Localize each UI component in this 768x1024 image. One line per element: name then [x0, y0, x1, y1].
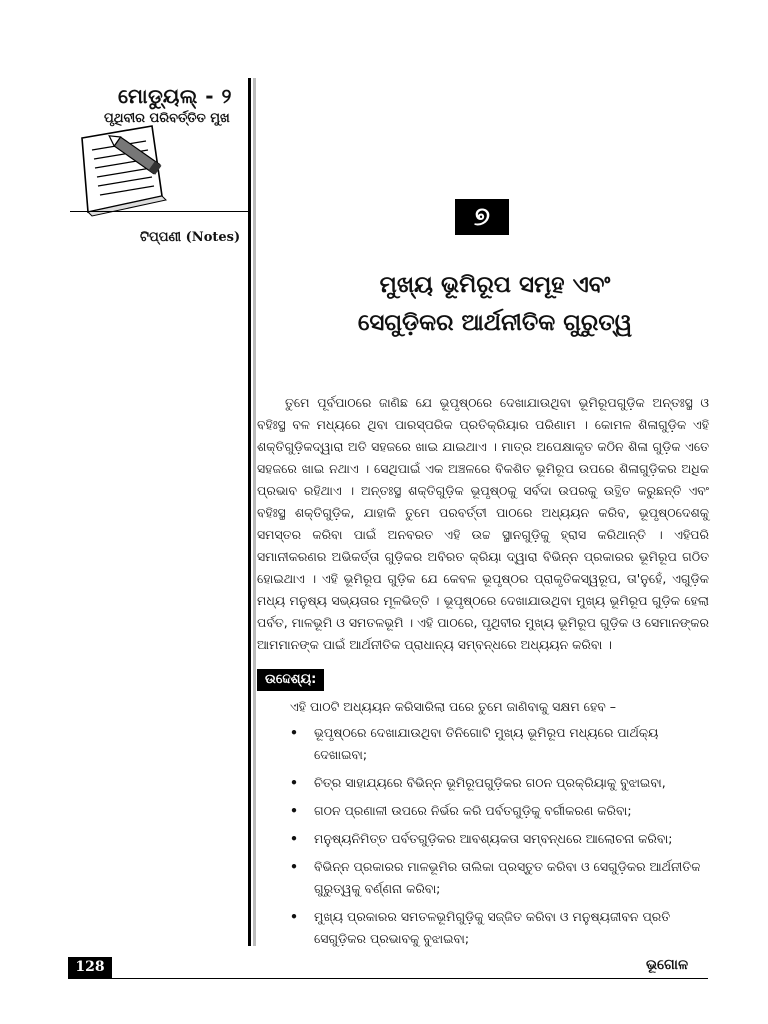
page-number: 128 [68, 957, 112, 978]
chapter-title [280, 266, 710, 342]
bullet-icon: • [290, 859, 298, 874]
objective-item [290, 906, 710, 950]
objective-text: ଭୂପୃଷ୍ଠରେ ଦେଖାଯାଉଥିବା ତିନିଗୋଟି ମୁଖ୍ୟ ଭୂମିରୂପ ମଧ୍ୟରେ ପାର୍ଥକ୍ୟ ଦେଖାଇବା; [314, 725, 659, 762]
bullet-icon: • [290, 725, 298, 740]
objective-item [290, 772, 710, 794]
bullet-icon: • [290, 775, 298, 790]
notes-label-english: (Notes) [185, 230, 241, 245]
notes-margin [0, 0, 248, 950]
objective-item [290, 800, 710, 822]
module-title: ମୋଡ୍ୟୁଲ୍ - ୨ [118, 84, 232, 108]
objective-text: ମୁଖ୍ୟ ପ୍ରକାରର ସମତଳଭୂମିଗୁଡ଼ିକୁ ସଜ୍ଜିତ କରିବା ଓ ମନୁଷ୍ୟଜୀବନ ପ୍ରତି ସେଗୁଡ଼ିକର ପ୍ରଭାବକୁ ବୁଝାଇବା; [314, 909, 671, 946]
intro-paragraph: ତୁମେ ପୂର୍ବପାଠରେ ଜାଣିଛ ଯେ ଭୂପୃଷ୍ଠରେ ଦେଖାଯାଉଥିବା ଭୂମିରୂପଗୁଡ଼ିକ ଅନ୍ତଃସ୍ଥ ଓ ବହିଃସ୍ଥ ବଳ ମଧ୍ୟରେ ଥିବା ପାରସ୍ପରିକ ପ୍ରତିକ୍ରିୟାର ପରିଣାମ । କୋମଳ ଶିଳାଗୁଡ଼ିକ ଏହି ଶକ୍ତିଗୁଡ଼ିକଦ୍ୱାରା ଅତି ସହଜରେ ଖାଇ ଯାଇଥାଏ । ମାତ୍ର ଅପେକ୍ଷାକୃତ କଠିନ ଶିଳା ଗୁଡ଼ିକ ଏତେ ସହଜରେ ଖାଇ ନଥାଏ । ସେଥିପାଇଁ ଏକ ଅଞ୍ଚଳରେ ବିକଶିତ ଭୂମିରୂପ ଉପରେ ଶିଳାଗୁଡ଼ିକର ଅଧିକ ପ୍ରଭାବ ରହିଥାଏ । ଅନ୍ତଃସ୍ଥ ଶକ୍ତିଗୁଡ଼ିକ ଭୂପୃଷ୍ଠକୁ ସର୍ବଦା ଉପରକୁ ଉତ୍ଥିତ କରୁଛନ୍ତି ଏବଂ ବହିଃସ୍ଥ ଶକ୍ତିଗୁଡ଼ିକ, ଯାହାକି ତୁମେ ପରବର୍ତ୍ତୀ ପାଠରେ ଅଧ୍ୟୟନ କରିବ, ଭୂପୃଷ୍ଠଦେଶକୁ ସମସ୍ତର କରିବା ପାଇଁ ଅନବରତ ଏହି ଉଚ୍ଚ ସ୍ଥାନଗୁଡ଼ିକୁ ହ୍ରାସ କରିଥାନ୍ତି । ଏହିପରି ସମାନୀକରଣର ଅଭିକର୍ତ୍ତା ଗୁଡ଼ିକର ଅବିରତ କ୍ରିୟା ଦ୍ୱାରା ବିଭିନ୍ନ ପ୍ରକାରର ଭୂମିରୂପ ଗଠିତ ହୋଇଥାଏ । ଏହି ଭୂମିରୂପ ଗୁଡ଼ିକ ଯେ କେବଳ ଭୂପୃଷ୍ଠର ପ୍ରାକୃତିକସ୍ୱରୂପ, ତା'ନୁହେଁ, ଏଗୁଡ଼ିକ ମଧ୍ୟ ମନୁଷ୍ୟ ସଭ୍ୟତାର ମୂଳଭିତ୍ତି । ଭୂପୃଷ୍ଠରେ ଦେଖାଯାଉଥିବା ମୁଖ୍ୟ ଭୂମିରୂପ ଗୁଡ଼ିକ ହେଲା ପର୍ବତ, ମାଳଭୂମି ଓ ସମତଳଭୂମି । ଏହି ପାଠରେ, ପୃଥିବୀର ମୁଖ୍ୟ ଭୂମିରୂପ ଗୁଡ଼ିକ ଓ ସେମାନଙ୍କର ଆମମାନଙ୍କ ପାଇଁ ଆର୍ଥନୀତିକ ପ୍ରାଧାନ୍ୟ ସମ୍ବନ୍ଧରେ ଅଧ୍ୟୟନ କରିବା । [257, 394, 709, 652]
objective-item [290, 856, 710, 900]
footer-rule [68, 978, 708, 979]
objective-text: ବିଭିନ୍ନ ପ୍ରକାରର ମାଳଭୂମିର ତାଲିକା ପ୍ରସ୍ତୁତ କରିବା ଓ ସେଗୁଡ଼ିକର ଆର୍ଥନୀତିକ ଗୁରୁତ୍ୱକୁ ବର୍ଣ୍ଣନା କରିବା; [314, 859, 701, 896]
notes-divider [70, 211, 250, 212]
bullet-icon: • [290, 803, 298, 818]
margin-divider-dark [248, 78, 251, 946]
objective-item [290, 828, 710, 850]
subject-name: ଭୂଗୋଳ [646, 957, 689, 973]
bullet-icon: • [290, 831, 298, 846]
objective-text: ମନୁଷ୍ୟନିମିତ୍ତ ପର୍ବତଗୁଡ଼ିକର ଆବଶ୍ୟକତା ସମ୍ବନ୍ଧରେ ଆଲୋଚନା କରିବା; [314, 831, 673, 846]
margin-divider-light [253, 78, 256, 946]
objectives-list [290, 722, 710, 956]
objective-item [290, 722, 710, 766]
chapter-number: ୭ [455, 199, 509, 235]
chapter-title-line-2: ସେଗୁଡ଼ିକର ଆର୍ଥନୀତିକ ଗୁରୁତ୍ୱ [357, 310, 633, 336]
chapter-title-line-1: ମୁଖ୍ୟ ଭୂମିରୂପ ସମୂହ ଏବଂ [379, 272, 611, 298]
paper-and-pencil-icon [70, 120, 180, 220]
notes-label-odia: ଟିପ୍ପଣୀ [140, 230, 182, 245]
objective-text: ଚିତ୍ର ସାହାଯ୍ୟରେ ବିଭିନ୍ନ ଭୂମିରୂପଗୁଡ଼ିକର ଗଠନ ପ୍ରକ୍ରିୟାକୁ ବୁଝାଇବା, [314, 775, 666, 790]
bullet-icon: • [290, 909, 298, 924]
notes-label [140, 230, 240, 245]
objectives-heading: ଉଦ୍ଦେଶ୍ୟ: [257, 669, 324, 691]
module-subtitle: ପୃଥିବୀର ପରିବର୍ତ୍ତିତ ମୁଖ [104, 111, 230, 126]
objective-text: ଗଠନ ପ୍ରଣାଳୀ ଉପରେ ନିର୍ଭର କରି ପର୍ବତଗୁଡ଼ିକୁ ବର୍ଗୀକରଣ କରିବା; [314, 803, 632, 818]
objectives-intro: ଏହି ପାଠଟି ଅଧ୍ୟୟନ କରିସାରିଲା ପରେ ତୁମେ ଜାଣିବାକୁ ସକ୍ଷମ ହେବ – [290, 699, 616, 714]
